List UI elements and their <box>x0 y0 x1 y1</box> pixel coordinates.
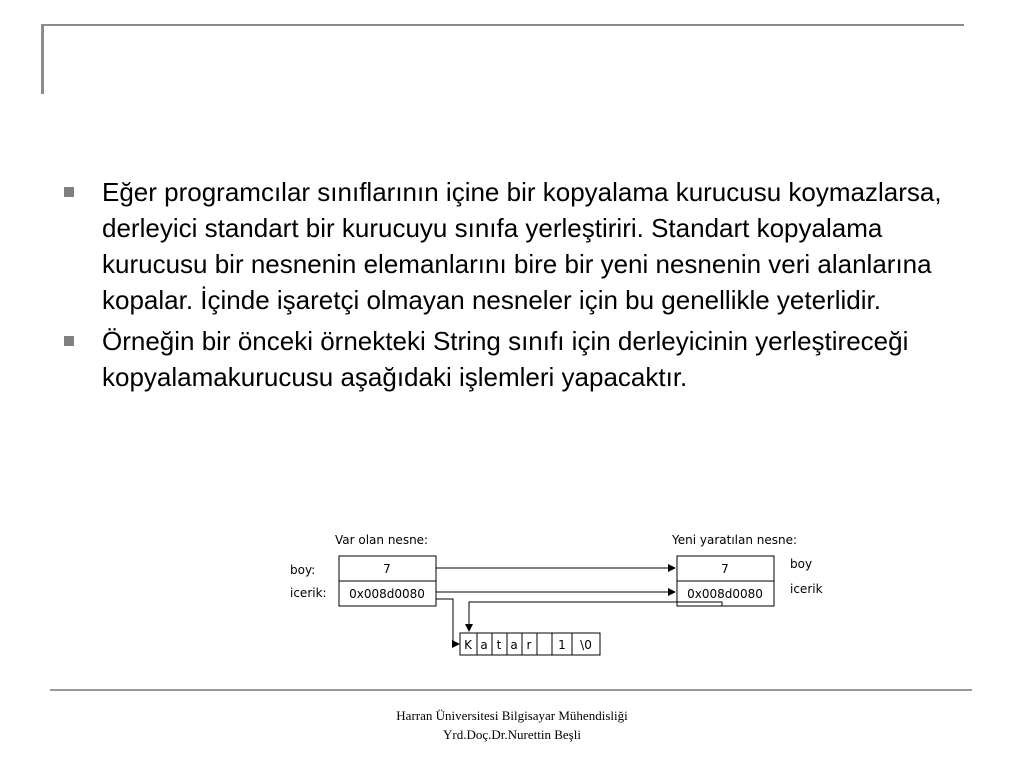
existing-object-label: Var olan nesne: <box>335 533 429 547</box>
icerik-value-left: 0x008d0080 <box>349 587 425 601</box>
boy-value-right: 7 <box>721 562 729 576</box>
icerik-label-left: icerik: <box>290 586 327 600</box>
icerik-value-right: 0x008d0080 <box>687 587 763 601</box>
footer-author: Yrd.Doç.Dr.Nurettin Beşli <box>443 727 581 742</box>
bullet-text: Örneğin bir önceki örnekteki String sınıfı için derleyicinin yerleştireceği kopyalamakurucusu aşağıdaki işlemleri yapacaktır. <box>102 326 909 392</box>
copy-constructor-diagram <box>287 528 847 663</box>
char-cell: a <box>480 638 488 652</box>
boy-label-right: boy <box>790 557 813 571</box>
bullet-item <box>62 323 962 395</box>
char-cell: \0 <box>580 638 592 652</box>
footer-divider <box>50 689 972 691</box>
icerik-label-right: icerik <box>790 582 823 596</box>
boy-label-left: boy: <box>290 563 316 577</box>
slide-frame-left-line <box>41 24 44 94</box>
slide-frame-top-line <box>43 24 964 26</box>
char-cell: a <box>510 638 518 652</box>
char-cell: r <box>526 638 532 652</box>
bullet-text: Eğer programcılar sınıflarının içine bir kopyalama kurucusu koymazlarsa, derleyici standart bir kurucuyu sınıfa yerleştiriri. Standart kopyalama kurucusu bir nesnenin elemanlarını bire bir yeni nesnenin veri alanlarına kopalar. İçinde işaretçi olmayan nesneler için bu genellikle yeterlidir. <box>102 177 942 315</box>
diagram-svg <box>287 528 847 663</box>
char-cell: K <box>464 638 472 652</box>
char-cell: t <box>496 638 502 652</box>
bullet-item <box>62 174 962 318</box>
square-bullet-icon <box>64 336 74 346</box>
char-array <box>460 633 600 655</box>
boy-value-left: 7 <box>383 562 391 576</box>
slide-body <box>62 174 962 400</box>
slide-footer <box>312 706 712 744</box>
char-cell: 1 <box>558 638 566 652</box>
square-bullet-icon <box>64 187 74 197</box>
footer-institution: Harran Üniversitesi Bilgisayar Mühendisliği <box>396 708 628 723</box>
left-pointer-arrow <box>436 599 459 644</box>
new-object-label: Yeni yaratılan nesne: <box>672 533 798 547</box>
